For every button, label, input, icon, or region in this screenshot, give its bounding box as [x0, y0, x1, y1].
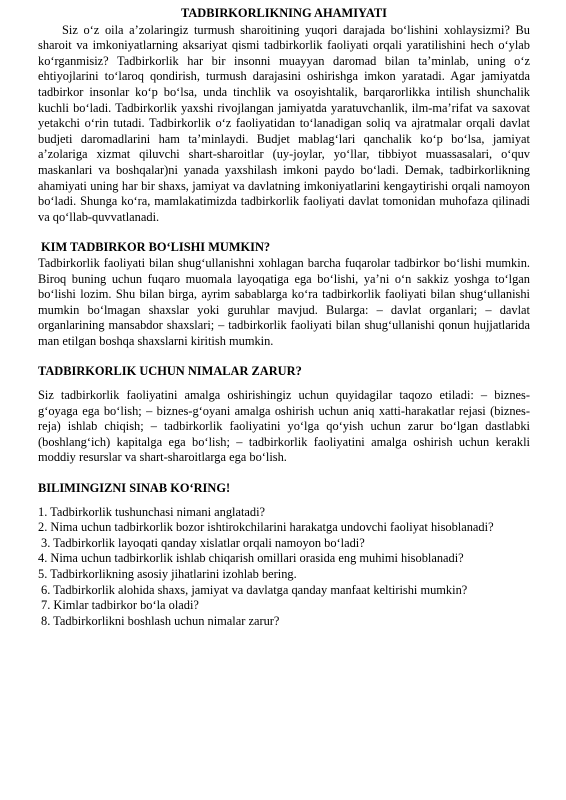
section-text-requirements: Siz tadbirkorlik faoliyatini amalga oshirishingiz uchun quyidagilar taqozo etiladi: – biznes-g‘oyaga ega bo‘lish; – biznes-g‘oyani amalga oshirish uchun aniq xatti-harakatlar rejasi (biznes-reja) ishlab chiqish; – tadbirkorlik faoliyatini yo‘lga qo‘yish uchun zarur bo‘lgan dastlabki (boshlang‘ich) kapitalga ega bo‘lish; – tadbirkorlik faoliyatini amalga oshirish uchun kerakli moddiy resurslar va shart-sharoitlarga ega bo‘lish. — [38, 388, 530, 465]
question-item: 7. Kimlar tadbirkor bo‘la oladi? — [41, 598, 199, 613]
intro-paragraph: Siz o‘z oila a’zolaringiz turmush sharoitining yuqori darajada bo‘lishini xohlaysizmi? Bu sharoit va imkoniyatlarning aksariyat qismi tadbirkorlik faoliyati orqali yaratilishini hech o‘ylab ko‘rganmisiz? Tadbirkorlik har bir insonni muayyan daromad bilan ta’minlab, uning o‘z ehtiyojlarini to‘laroq qondirish, turmush darajasini oshirishga imkon yaratadi. Agar jamiyatda tadbirkor insonlar ko‘p bo‘lsa, unda tinchlik va osoyishtalik, barqarorlikka intilish shunchalik kuchli bo‘ladi. Tadbirkorlik yaxshi rivojlangan jamiyatda yaratuvchanlik, ilm-ma’rifat va saxovat yetakchi o‘rin tutadi. Tadbirkorlik o‘z faoliyatidan to‘lanadigan soliq va ajratmalar orqali davlat budjeti daromadlarini ham ta’minlaydi. Budjet mablag‘lari qanchalik ko‘p bo‘lsa, jamiyat a’zolariga xizmat qiluvchi shart-sharoitlar (uy-joylar, yo‘llar, tibbiyot muassasalari, o‘quv maskanlari va boshqalar)ni yanada yaxshilash imkoni paydo bo‘ladi. Demak, tadbirkorlikning ahamiyati uning har bir shaxs, jamiyat va davlatning imkoniyatlarini kengaytirishi orqali namoyon bo‘ladi. Shunga ko‘ra, mamlakatimizda tadbirkorlik faoliyati davlat tomonidan muhofaza qilinadi va qo‘llab-quvvatlanadi. — [38, 22, 530, 224]
question-item: 3. Tadbirkorlik layoqati qanday xislatlar orqali namoyon bo‘ladi? — [41, 535, 365, 550]
section-heading-who: KIM TADBIRKOR BO‘LISHI MUMKIN? — [41, 240, 271, 255]
document-page — [38, 6, 530, 629]
section-text-who: Tadbirkorlik faoliyati bilan shug‘ullanishni xohlagan barcha fuqarolar tadbirkor bo‘lishi mumkin. Biroq buning uchun fuqaro muomala layoqatiga ega bo‘lishi, ya’ni o‘n sakkiz yoshga to‘lgan bo‘lishi lozim. Shu bilan birga, ayrim sabablarga ko‘ra tadbirkorlik faoliyati bilan shug‘ullanishi mumkin bo‘lmagan shaxslar yoki guruhlar mavjud. Bularga: – davlat organlari; – davlat organlarining mansabdor shaxslari; – tadbirkorlik faoliyati bilan shug‘ullanishi qonun hujjatlarida man etilgan boshqa shaxslarni kiritish mumkin. — [38, 255, 530, 348]
document-title: TADBIRKORLIKNING AHAMIYATI — [181, 6, 387, 20]
question-list — [38, 505, 530, 630]
question-item: 5. Tadbirkorlikning asosiy jihatlarini izohlab bering. — [38, 567, 297, 581]
question-item: 1. Tadbirkorlik tushunchasi nimani anglatadi? — [38, 504, 266, 519]
question-item: 4. Nima uchun tadbirkorlik ishlab chiqarish omillari orasida eng muhimi hisoblanadi? — [38, 551, 464, 566]
section-heading-requirements: TADBIRKORLIK UCHUN NIMALAR ZARUR? — [38, 364, 302, 379]
question-item: 2. Nima uchun tadbirkorlik bozor ishtirokchilarini harakatga undovchi faoliyat hisoblanadi? — [38, 520, 494, 535]
question-item: 8. Tadbirkorlikni boshlash uchun nimalar zarur? — [41, 613, 280, 628]
section-heading-quiz: BILIMINGIZNI SINAB KO‘RING! — [38, 481, 231, 496]
question-item: 6. Tadbirkorlik alohida shaxs, jamiyat va davlatga qanday manfaat keltirishi mumkin? — [41, 582, 468, 597]
